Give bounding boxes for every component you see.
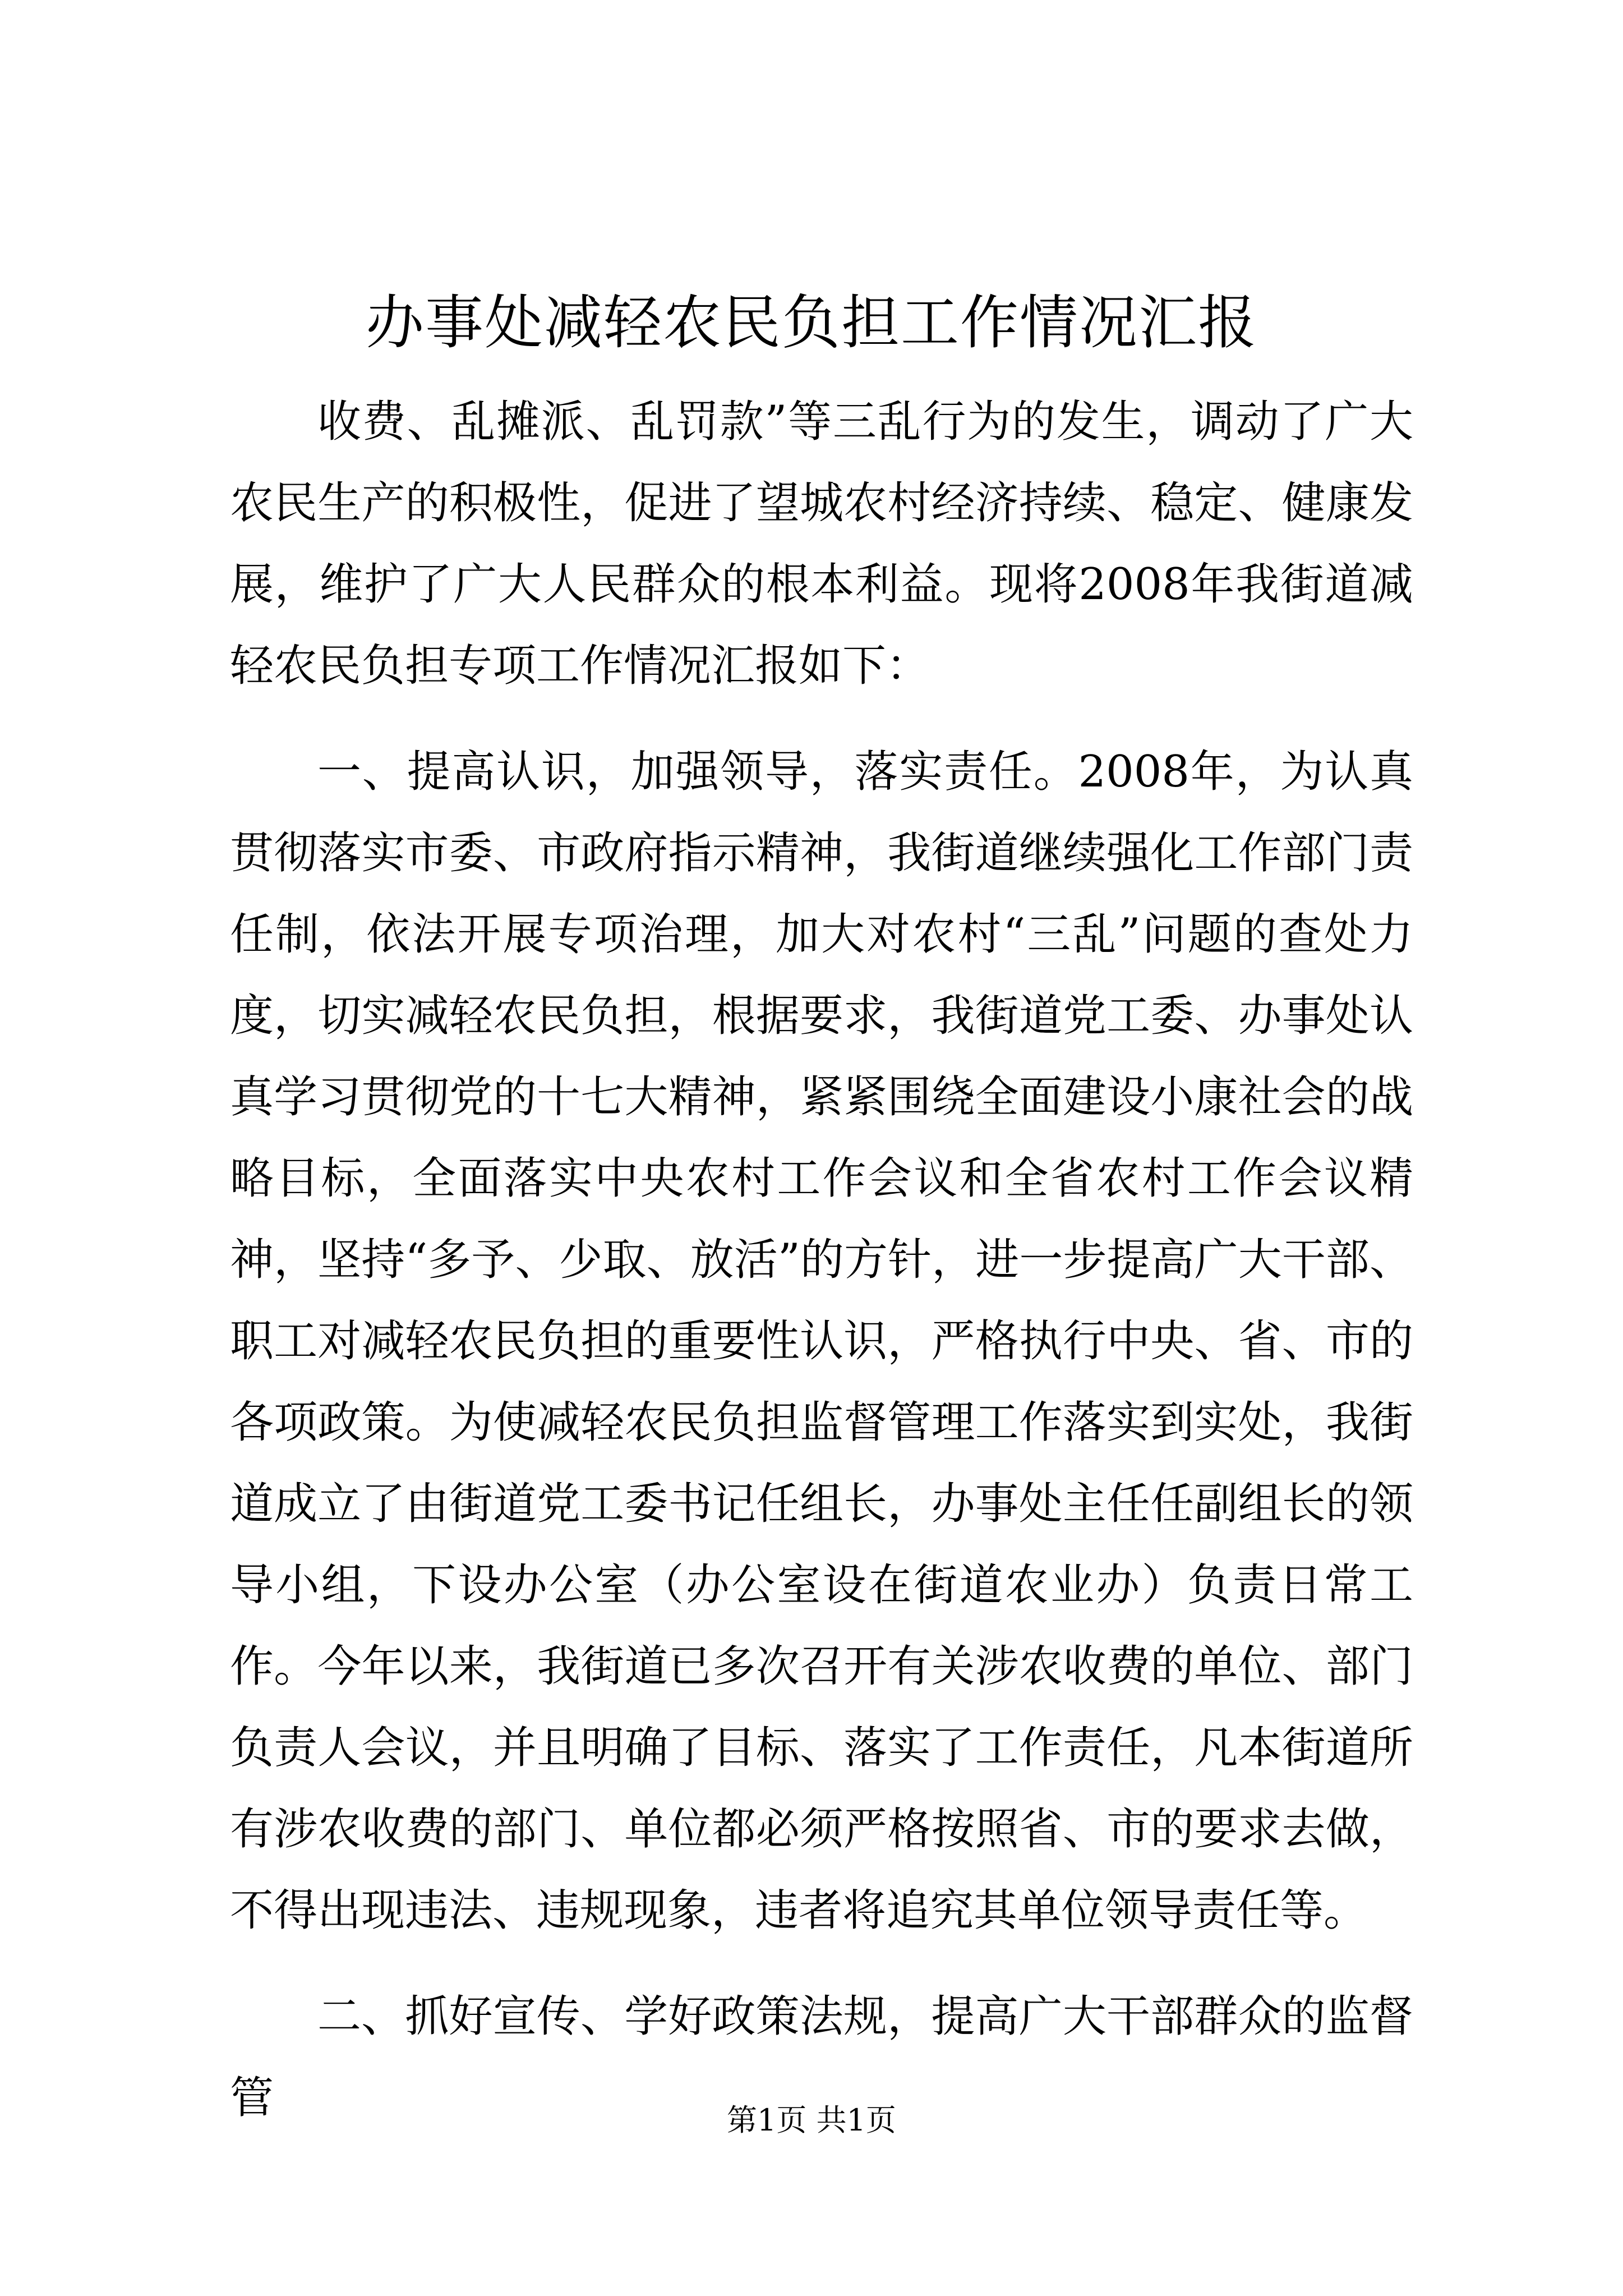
document-title: 办事处减轻农民负担工作情况汇报 [365, 288, 1257, 357]
page-footer: 第1页 共1页 [727, 2102, 896, 2138]
paragraph-section-2: 二、抓好宣传、学好政策法规，提高广大干部群众的监督管 [230, 1991, 1413, 2123]
paragraph-intro: 收费、乱摊派、乱罚款”等三乱行为的发生，调动了广大农民生产的积极性，促进了望城农村经济持续、稳定、健康发展，维护了广大人民群众的根本利益。现将2008年我街道减轻农民负担专项工作情况汇报如下： [230, 397, 1413, 691]
paragraph-section-1: 一、提高认识，加强领导，落实责任。2008年，为认真贯彻落实市委、市政府指示精神，我街道继续强化工作部门责任制，依法开展专项治理，加大对农村“三乱”问题的查处力度，切实减轻农民负担，根据要求，我街道党工委、办事处认真学习贯彻党的十七大精神，紧紧围绕全面建设小康社会的战略目标，全面落实中央农村工作会议和全省农村工作会议精神，坚持“多予、少取、放活”的方针，进一步提高广大干部、职工对减轻农民负担的重要性认识，严格执行中央、省、市的各项政策。为使减轻农民负担监督管理工作落实到实处，我街道成立了由街道党工委书记任组长，办事处主任任副组长的领导小组，下设办公室（办公室设在街道农业办）负责日常工作。今年以来，我街道已多次召开有关涉农收费的单位、部门负责人会议，并且明确了目标、落实了工作责任，凡本街道所有涉农收费的部门、单位都必须严格按照省、市的要求去做，不得出现违法、违规现象，违者将追究其单位领导责任等。 [230, 747, 1413, 1936]
document-body [230, 381, 1413, 2139]
